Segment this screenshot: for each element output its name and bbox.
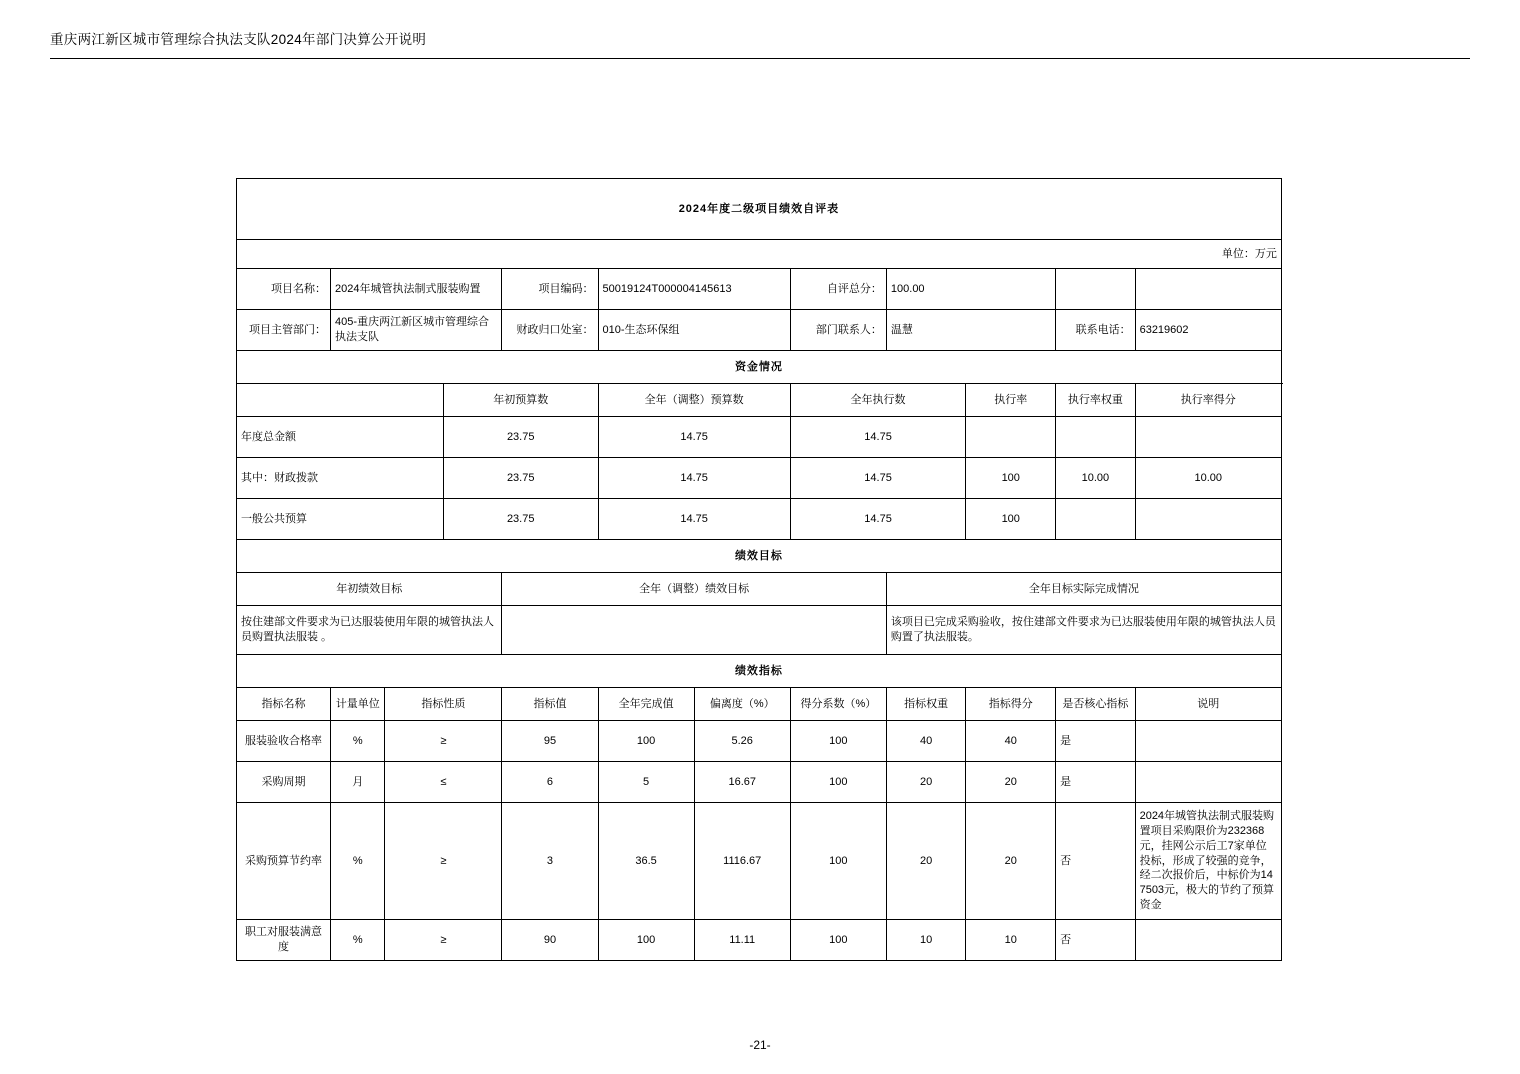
ind-row-3-nature: ≥	[385, 920, 502, 961]
funds-row-2-budget-adjusted: 14.75	[598, 499, 790, 540]
ind-row-3-actual: 100	[598, 920, 694, 961]
funds-row-0-budget-adjusted: 14.75	[598, 417, 790, 458]
page-footer	[0, 1038, 1520, 1052]
ind-col-0: 指标名称	[237, 688, 331, 721]
ind-row-0-score-factor: 100	[790, 721, 886, 762]
funds-row-2-rate: 100	[966, 499, 1056, 540]
sheet-title: 2024年度二级项目绩效自评表	[237, 179, 1282, 240]
table-row	[237, 240, 1282, 269]
funds-row-0-rate-score	[1135, 417, 1281, 458]
ind-col-9: 是否核心指标	[1056, 688, 1135, 721]
ind-row-2-nature: ≥	[385, 803, 502, 920]
ind-row-1-note	[1135, 762, 1281, 803]
funds-row-2-rate-score	[1135, 499, 1281, 540]
table-row	[237, 688, 1282, 721]
table-row	[237, 803, 1282, 920]
ind-row-2-note: 2024年城管执法制式服装购置项目采购限价为232368元，挂网公示后工7家单位投标，形成了较强的竞争，经二次报价后，中标价为147503元，极大的节约了预算资金	[1135, 803, 1281, 920]
funds-row-1-rate-weight: 10.00	[1056, 458, 1135, 499]
ind-row-2-target: 3	[502, 803, 598, 920]
contact-value: 温慧	[886, 310, 1055, 351]
ind-row-0-deviation: 5.26	[694, 721, 790, 762]
funds-row-1-budget-initial: 23.75	[443, 458, 598, 499]
sheet-unit: 单位：万元	[237, 240, 1282, 269]
funds-row-2-label: 一般公共预算	[237, 499, 444, 540]
table-row	[237, 721, 1282, 762]
funds-row-2-executed: 14.75	[790, 499, 966, 540]
ind-col-5: 偏离度（%）	[694, 688, 790, 721]
funds-section-title: 资金情况	[237, 351, 1282, 384]
ind-row-2-name: 采购预算节约率	[237, 803, 331, 920]
funds-row-2-budget-initial: 23.75	[443, 499, 598, 540]
ind-row-2-deviation: 1116.67	[694, 803, 790, 920]
ind-row-2-core: 否	[1056, 803, 1135, 920]
ind-row-3-weight: 10	[886, 920, 965, 961]
goals-col-2: 全年目标实际完成情况	[886, 573, 1281, 606]
table-row	[237, 655, 1282, 688]
ind-col-2: 指标性质	[385, 688, 502, 721]
ind-row-0-name: 服装验收合格率	[237, 721, 331, 762]
performance-self-evaluation-table	[236, 178, 1282, 961]
ind-row-3-core: 否	[1056, 920, 1135, 961]
ind-col-1: 计量单位	[331, 688, 385, 721]
funds-row-0-label: 年度总金额	[237, 417, 444, 458]
table-row	[237, 384, 1282, 417]
funds-row-2-rate-weight	[1056, 499, 1135, 540]
table-row	[237, 920, 1282, 961]
dept-label: 项目主管部门：	[237, 310, 331, 351]
ind-row-0-unit: %	[331, 721, 385, 762]
funds-row-0-rate	[966, 417, 1056, 458]
ind-col-10: 说明	[1135, 688, 1281, 721]
ind-row-0-actual: 100	[598, 721, 694, 762]
funds-col-2: 全年（调整）预算数	[598, 384, 790, 417]
ind-col-6: 得分系数（%）	[790, 688, 886, 721]
ind-row-2-score-factor: 100	[790, 803, 886, 920]
funds-col-1: 年初预算数	[443, 384, 598, 417]
funds-row-1-rate: 100	[966, 458, 1056, 499]
ind-row-3-note	[1135, 920, 1281, 961]
table-row	[237, 269, 1282, 310]
table-row	[237, 458, 1282, 499]
phone-label: 联系电话：	[1056, 310, 1135, 351]
table-row	[237, 762, 1282, 803]
finance-office-value: 010-生态环保组	[598, 310, 790, 351]
funds-row-0-rate-weight	[1056, 417, 1135, 458]
ind-col-4: 全年完成值	[598, 688, 694, 721]
goals-actual: 该项目已完成采购验收，按住建部文件要求为已达服装使用年限的城管执法人员购置了执法服装。	[886, 606, 1281, 655]
ind-row-1-deviation: 16.67	[694, 762, 790, 803]
ind-row-1-unit: 月	[331, 762, 385, 803]
ind-row-2-weight: 20	[886, 803, 965, 920]
funds-col-0	[237, 384, 444, 417]
funds-col-3: 全年执行数	[790, 384, 966, 417]
ind-row-2-score: 20	[966, 803, 1056, 920]
ind-col-8: 指标得分	[966, 688, 1056, 721]
ind-row-0-weight: 40	[886, 721, 965, 762]
funds-row-1-budget-adjusted: 14.75	[598, 458, 790, 499]
goals-col-0: 年初绩效目标	[237, 573, 502, 606]
funds-row-0-executed: 14.75	[790, 417, 966, 458]
ind-row-1-core: 是	[1056, 762, 1135, 803]
ind-row-1-weight: 20	[886, 762, 965, 803]
ind-row-3-name: 职工对服装满意度	[237, 920, 331, 961]
self-score-value: 100.00	[886, 269, 1055, 310]
funds-col-6: 执行率得分	[1135, 384, 1281, 417]
contact-label: 部门联系人：	[790, 310, 886, 351]
goals-section-title: 绩效目标	[237, 540, 1282, 573]
funds-row-1-rate-score: 10.00	[1135, 458, 1281, 499]
ind-row-1-target: 6	[502, 762, 598, 803]
dept-value: 405-重庆两江新区城市管理综合执法支队	[331, 310, 502, 351]
goals-initial: 按住建部文件要求为已达服装使用年限的城管执法人员购置执法服装 。	[237, 606, 502, 655]
table-row	[237, 351, 1282, 384]
table-row	[237, 417, 1282, 458]
funds-row-0-budget-initial: 23.75	[443, 417, 598, 458]
info-blank-1	[1056, 269, 1135, 310]
table-row	[237, 310, 1282, 351]
ind-row-0-nature: ≥	[385, 721, 502, 762]
project-name-label: 项目名称：	[237, 269, 331, 310]
ind-row-0-score: 40	[966, 721, 1056, 762]
table-row	[237, 540, 1282, 573]
indicators-section-title: 绩效指标	[237, 655, 1282, 688]
ind-col-7: 指标权重	[886, 688, 965, 721]
ind-row-0-note	[1135, 721, 1281, 762]
project-code-label: 项目编码：	[502, 269, 598, 310]
goals-col-1: 全年（调整）绩效目标	[502, 573, 887, 606]
funds-col-5: 执行率权重	[1056, 384, 1135, 417]
funds-col-4: 执行率	[966, 384, 1056, 417]
phone-value: 63219602	[1135, 310, 1281, 351]
ind-row-1-name: 采购周期	[237, 762, 331, 803]
sheet-table	[236, 178, 1282, 961]
funds-row-1-label: 其中：财政拨款	[237, 458, 444, 499]
project-code-value: 50019124T000004145613	[598, 269, 790, 310]
ind-row-3-unit: %	[331, 920, 385, 961]
project-name-value: 2024年城管执法制式服装购置	[331, 269, 502, 310]
ind-row-1-nature: ≤	[385, 762, 502, 803]
ind-row-2-actual: 36.5	[598, 803, 694, 920]
funds-row-1-executed: 14.75	[790, 458, 966, 499]
ind-row-3-target: 90	[502, 920, 598, 961]
page-header-title: 重庆两江新区城市管理综合执法支队2024年部门决算公开说明	[50, 32, 427, 47]
info-blank-2	[1135, 269, 1281, 310]
ind-row-3-score: 10	[966, 920, 1056, 961]
table-row	[237, 606, 1282, 655]
finance-office-label: 财政归口处室：	[502, 310, 598, 351]
goals-adjusted	[502, 606, 887, 655]
ind-row-0-target: 95	[502, 721, 598, 762]
page-header	[50, 28, 1470, 59]
ind-row-2-unit: %	[331, 803, 385, 920]
ind-row-1-actual: 5	[598, 762, 694, 803]
ind-row-1-score-factor: 100	[790, 762, 886, 803]
ind-row-3-score-factor: 100	[790, 920, 886, 961]
ind-row-1-score: 20	[966, 762, 1056, 803]
table-row	[237, 179, 1282, 240]
ind-col-3: 指标值	[502, 688, 598, 721]
ind-row-3-deviation: 11.11	[694, 920, 790, 961]
page-number: -21-	[749, 1038, 771, 1052]
table-row	[237, 499, 1282, 540]
ind-row-0-core: 是	[1056, 721, 1135, 762]
table-row	[237, 573, 1282, 606]
self-score-label: 自评总分：	[790, 269, 886, 310]
